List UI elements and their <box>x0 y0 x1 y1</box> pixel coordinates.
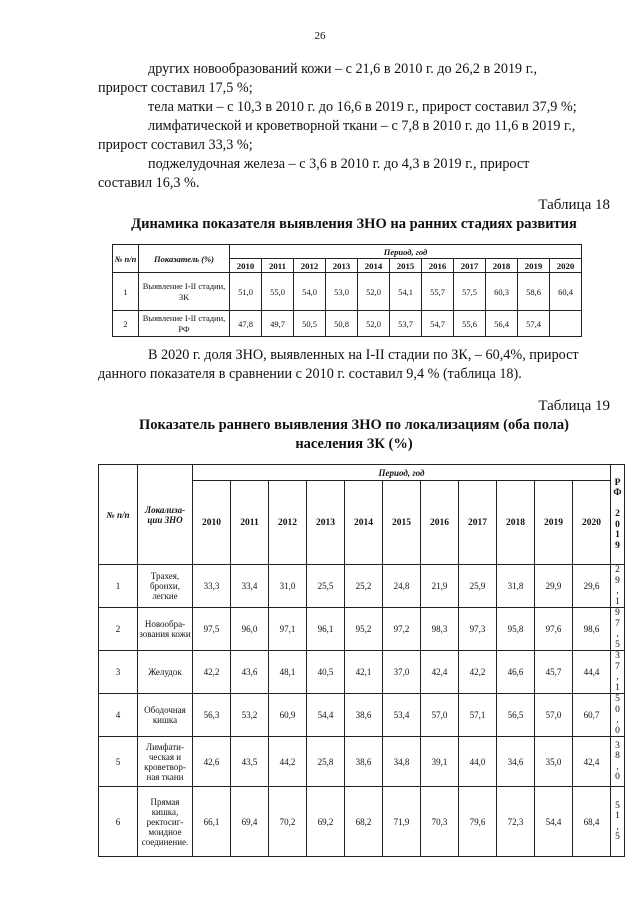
table19-row-loc: Желудок <box>138 651 193 694</box>
table-row <box>99 694 625 737</box>
table18-cell: 54,0 <box>294 273 326 311</box>
table19-cell: 33,3 <box>193 565 231 608</box>
table19-col-loc: Локализа-ции ЗНО <box>138 465 193 565</box>
table19-cell: 60,9 <box>269 694 307 737</box>
paragraph-line: других новообразований кожи – с 21,6 в 2010 г. до 26,2 в 2019 г., <box>148 61 538 77</box>
table19-cell: 56,5 <box>497 694 535 737</box>
table18-year: 2018 <box>486 259 518 273</box>
table18-row-indicator: Выявление I-II стадии, ЗК <box>139 273 230 311</box>
table19-row-loc: Ободочная кишка <box>138 694 193 737</box>
table18-row-num: 1 <box>113 273 139 311</box>
table19-cell: 68,4 <box>573 787 611 857</box>
table19-cell: 37,0 <box>383 651 421 694</box>
table19-cell: 46,6 <box>497 651 535 694</box>
table19-year: 2020 <box>573 481 611 565</box>
table19-cell: 38,6 <box>345 694 383 737</box>
table19-cell: 25,8 <box>307 737 345 787</box>
table19-cell: 53,4 <box>383 694 421 737</box>
table18-cell: 47,8 <box>230 311 262 337</box>
table19-year: 2018 <box>497 481 535 565</box>
table19-cell: 42,6 <box>193 737 231 787</box>
table19-cell: 95,2 <box>345 608 383 651</box>
table19-cell: 57,1 <box>459 694 497 737</box>
table19-cell: 31,0 <box>269 565 307 608</box>
table18-col-indicator: Показатель (%) <box>139 245 230 273</box>
table19-col-period: Период, год <box>193 465 611 481</box>
table-row <box>99 565 625 608</box>
table19-year: 2011 <box>231 481 269 565</box>
table18-cell: 55,7 <box>422 273 454 311</box>
table19-cell: 29,9 <box>535 565 573 608</box>
table19-cell: 69,4 <box>231 787 269 857</box>
table-row <box>113 273 582 311</box>
table18-cell: 58,6 <box>518 273 550 311</box>
table19-cell: 38,6 <box>345 737 383 787</box>
paragraph-skin <box>98 60 610 98</box>
paragraph-line: прирост составил 33,3 %; <box>98 137 253 153</box>
paragraph-lymph <box>98 117 610 155</box>
page-number: 26 <box>314 30 326 42</box>
table18-year: 2019 <box>518 259 550 273</box>
table19-rf-cell: 3 8 , 0 <box>611 737 625 787</box>
table18-cell: 53,0 <box>326 273 358 311</box>
table-row <box>99 608 625 651</box>
table19-label: Таблица 19 <box>538 398 610 414</box>
table19-cell: 33,4 <box>231 565 269 608</box>
table19-cell: 57,0 <box>421 694 459 737</box>
table19-cell: 42,2 <box>459 651 497 694</box>
paragraph-line: поджелудочная железа – с 3,6 в 2010 г. до 4,3 в 2019 г., прирост <box>148 156 530 172</box>
paragraph-line: тела матки – с 10,3 в 2010 г. до 16,6 в 2019 г., прирост составил 37,9 %; <box>148 99 577 115</box>
table19-col-rf-text: Р Ф 2 0 1 9 <box>613 477 622 551</box>
table19-cell: 42,4 <box>421 651 459 694</box>
paragraph-line: В 2020 г. доля ЗНО, выявленных на I-II стадии по ЗК, – 60,4%, прирост <box>148 347 579 363</box>
paragraph-uterus <box>98 98 610 117</box>
table-row <box>99 737 625 787</box>
table19-cell: 42,2 <box>193 651 231 694</box>
table19-col-num: № п/п <box>99 465 138 565</box>
table19-row-num: 3 <box>99 651 138 694</box>
paragraph-line: лимфатической и кроветворной ткани – с 7,8 в 2010 г. до 11,6 в 2019 г., <box>148 118 576 134</box>
table18-col-period: Период, год <box>230 245 582 259</box>
paragraph-early-stage <box>98 346 610 384</box>
table19-cell: 54,4 <box>307 694 345 737</box>
table18-cell: 55,6 <box>454 311 486 337</box>
paragraph-line: составил 16,3 %. <box>98 175 200 191</box>
table18-row-indicator: Выявление I-II стадии, РФ <box>139 311 230 337</box>
table19-cell: 98,6 <box>573 608 611 651</box>
table18-cell: 49,7 <box>262 311 294 337</box>
table19-cell: 95,8 <box>497 608 535 651</box>
table18-cell: 50,8 <box>326 311 358 337</box>
table19 <box>98 464 625 857</box>
table19-row-num: 4 <box>99 694 138 737</box>
table19-cell: 53,2 <box>231 694 269 737</box>
table19-cell: 44,0 <box>459 737 497 787</box>
table19-row-loc: Лимфати-ческая и кроветвор-ная ткани <box>138 737 193 787</box>
table19-cell: 25,5 <box>307 565 345 608</box>
table19-row-loc: Новообра-зования кожи <box>138 608 193 651</box>
table19-cell: 70,2 <box>269 787 307 857</box>
table19-cell: 97,5 <box>193 608 231 651</box>
table19-cell: 68,2 <box>345 787 383 857</box>
table19-cell: 60,7 <box>573 694 611 737</box>
table19-cell: 34,8 <box>383 737 421 787</box>
table18-year: 2011 <box>262 259 294 273</box>
table-row <box>99 651 625 694</box>
table19-cell: 44,2 <box>269 737 307 787</box>
table19-year: 2016 <box>421 481 459 565</box>
table19-year: 2017 <box>459 481 497 565</box>
table19-cell: 97,2 <box>383 608 421 651</box>
table19-cell: 79,6 <box>459 787 497 857</box>
table19-cell: 31,8 <box>497 565 535 608</box>
table18-year: 2015 <box>390 259 422 273</box>
table19-title-line: населения ЗК (%) <box>295 436 413 452</box>
table19-cell: 42,4 <box>573 737 611 787</box>
table19-cell: 43,5 <box>231 737 269 787</box>
table18-cell: 51,0 <box>230 273 262 311</box>
table19-cell: 40,5 <box>307 651 345 694</box>
table19-title-line: Показатель раннего выявления ЗНО по локализациям (оба пола) <box>139 417 569 433</box>
table19-cell: 97,3 <box>459 608 497 651</box>
table19-cell: 48,1 <box>269 651 307 694</box>
table19-cell: 66,1 <box>193 787 231 857</box>
table18-cell: 60,4 <box>550 273 582 311</box>
table19-row-loc: Трахея, бронхи, легкие <box>138 565 193 608</box>
table19-row-num: 1 <box>99 565 138 608</box>
table19-row-num: 6 <box>99 787 138 857</box>
table18-cell: 54,1 <box>390 273 422 311</box>
table19-cell: 98,3 <box>421 608 459 651</box>
table18-row-num: 2 <box>113 311 139 337</box>
table18-cell: 54,7 <box>422 311 454 337</box>
table19-year: 2013 <box>307 481 345 565</box>
table19-cell: 25,2 <box>345 565 383 608</box>
table19-cell: 97,1 <box>269 608 307 651</box>
table19-cell: 43,6 <box>231 651 269 694</box>
table18-label: Таблица 18 <box>538 197 610 213</box>
table18-year: 2012 <box>294 259 326 273</box>
table19-cell: 34,6 <box>497 737 535 787</box>
table19-cell: 42,1 <box>345 651 383 694</box>
table18-title: Динамика показателя выявления ЗНО на ранних стадиях развития <box>131 216 577 232</box>
table18-cell: 55,0 <box>262 273 294 311</box>
table18-cell: 56,4 <box>486 311 518 337</box>
table18-cell: 52,0 <box>358 273 390 311</box>
table19-cell: 44,4 <box>573 651 611 694</box>
table18 <box>112 244 582 337</box>
paragraph-line: данного показателя в сравнении с 2010 г. составил 9,4 % (таблица 18). <box>98 366 522 382</box>
table18-year: 2010 <box>230 259 262 273</box>
table19-cell: 56,3 <box>193 694 231 737</box>
table19-cell: 35,0 <box>535 737 573 787</box>
table19-cell: 57,0 <box>535 694 573 737</box>
table19-year: 2014 <box>345 481 383 565</box>
table19-cell: 97,6 <box>535 608 573 651</box>
table19-row-loc: Прямая кишка, ректосиг-моидное соединение. <box>138 787 193 857</box>
table19-rf-cell: 2 9 , 1 <box>611 565 625 608</box>
table19-cell: 54,4 <box>535 787 573 857</box>
table19-cell: 21,9 <box>421 565 459 608</box>
table19-cell: 96,1 <box>307 608 345 651</box>
table18-cell: 57,5 <box>454 273 486 311</box>
table19-rf-cell: 5 0 , 0 <box>611 694 625 737</box>
table19-year: 2012 <box>269 481 307 565</box>
table18-cell <box>550 311 582 337</box>
table19-cell: 96,0 <box>231 608 269 651</box>
table18-cell: 53,7 <box>390 311 422 337</box>
table18-year: 2017 <box>454 259 486 273</box>
table18-year: 2014 <box>358 259 390 273</box>
table19-cell: 39,1 <box>421 737 459 787</box>
table-row <box>113 311 582 337</box>
table19-cell: 72,3 <box>497 787 535 857</box>
table19-title <box>98 416 610 454</box>
table19-cell: 29,6 <box>573 565 611 608</box>
table19-year: 2015 <box>383 481 421 565</box>
table19-col-rf <box>611 465 625 565</box>
table19-row-num: 2 <box>99 608 138 651</box>
table19-cell: 45,7 <box>535 651 573 694</box>
paragraph-line: прирост составил 17,5 %; <box>98 80 253 96</box>
table19-year: 2010 <box>193 481 231 565</box>
table-row <box>99 787 625 857</box>
table18-year: 2013 <box>326 259 358 273</box>
table18-col-num: № п/п <box>113 245 139 273</box>
table18-cell: 50,5 <box>294 311 326 337</box>
table19-cell: 70,3 <box>421 787 459 857</box>
table19-cell: 25,9 <box>459 565 497 608</box>
table19-cell: 69,2 <box>307 787 345 857</box>
table18-cell: 57,4 <box>518 311 550 337</box>
table19-year: 2019 <box>535 481 573 565</box>
table19-cell: 24,8 <box>383 565 421 608</box>
table19-rf-cell: 9 7 , 5 <box>611 608 625 651</box>
table18-year: 2020 <box>550 259 582 273</box>
table19-cell: 71,9 <box>383 787 421 857</box>
table18-cell: 60,3 <box>486 273 518 311</box>
table19-row-num: 5 <box>99 737 138 787</box>
paragraph-pancreas <box>98 155 610 193</box>
table19-rf-cell: 5 1 , 5 <box>611 787 625 857</box>
table19-rf-cell: 3 7 , 1 <box>611 651 625 694</box>
table18-year: 2016 <box>422 259 454 273</box>
table18-cell: 52,0 <box>358 311 390 337</box>
